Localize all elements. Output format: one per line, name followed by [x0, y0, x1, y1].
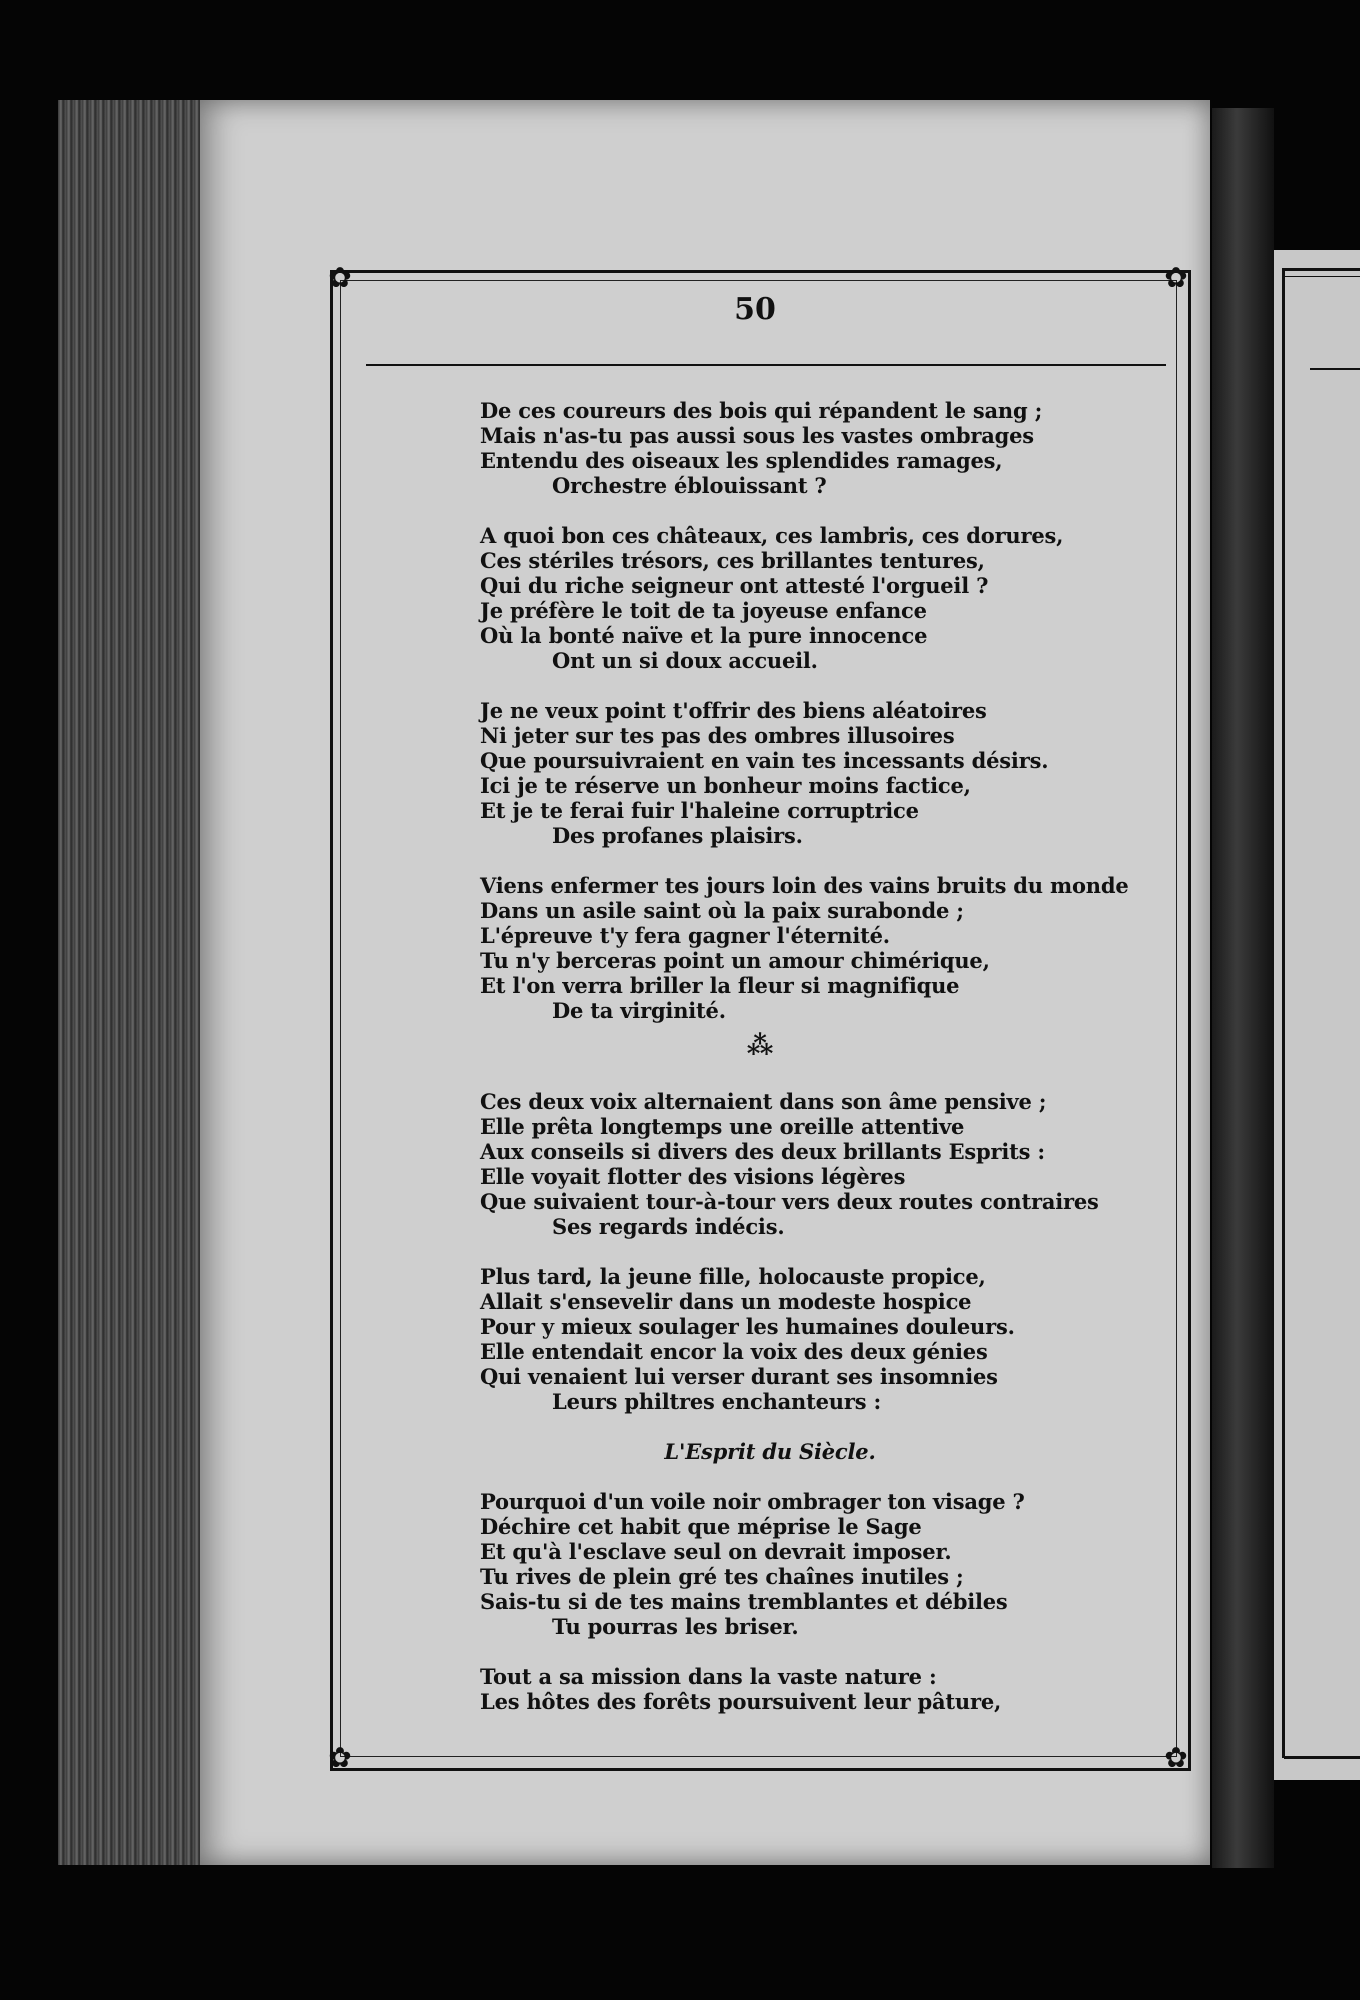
verse-line: Ces deux voix alternaient dans son âme pensive ;	[480, 1089, 1047, 1114]
corner-ornament-icon: ✿	[328, 1741, 352, 1774]
stanza	[480, 698, 1200, 848]
verse-line: Ni jeter sur tes pas des ombres illusoires	[480, 723, 955, 748]
stanza-gap	[480, 1464, 1200, 1489]
header-rule	[366, 364, 1166, 366]
poem-text	[480, 398, 1200, 1714]
verse-line: Que suivaient tour-à-tour vers deux routes contraires	[480, 1189, 1099, 1214]
section-subheading: L'Esprit du Siècle.	[664, 1439, 876, 1464]
verse-line: Ici je te réserve un bonheur moins factice,	[480, 773, 971, 798]
verse-line: Elle entendait encor la voix des deux génies	[480, 1339, 988, 1364]
stanza	[480, 398, 1200, 498]
verse-line: Déchire cet habit que méprise le Sage	[480, 1514, 922, 1539]
verse-line: Et l'on verra briller la fleur si magnifique	[480, 973, 960, 998]
verse-line: Sais-tu si de tes mains tremblantes et débiles	[480, 1589, 1008, 1614]
verse-line: Que poursuivraient en vain tes incessants désirs.	[480, 748, 1049, 773]
verse-line: Leurs philtres enchanteurs :	[552, 1389, 881, 1414]
verse-line: De ta virginité.	[552, 998, 726, 1023]
verse-line: Tu pourras les briser.	[552, 1614, 799, 1639]
asterism-divider: ⁂	[746, 1031, 774, 1061]
verse-line: Mais n'as-tu pas aussi sous les vastes ombrages	[480, 423, 1034, 448]
stanza	[480, 1489, 1200, 1639]
next-page-frame-left	[1282, 268, 1285, 1758]
verse-line: De ces coureurs des bois qui répandent le sang ;	[480, 398, 1043, 423]
verse-line: Elle voyait flotter des visions légères	[480, 1164, 906, 1189]
verse-line: Et qu'à l'esclave seul on devrait imposer.	[480, 1539, 952, 1564]
verse-line: Orchestre éblouissant ?	[552, 473, 827, 498]
verse-line: Et je te ferai fuir l'haleine corruptrice	[480, 798, 919, 823]
verse-line: Allait s'ensevelir dans un modeste hospice	[480, 1289, 972, 1314]
verse-line: Tout a sa mission dans la vaste nature :	[480, 1664, 937, 1689]
stanza	[480, 1264, 1200, 1414]
book-spine	[1212, 108, 1274, 1868]
next-page-frame-inner	[1284, 276, 1360, 277]
next-page-edge	[1274, 250, 1360, 1780]
verse-line: Plus tard, la jeune fille, holocauste propice,	[480, 1264, 986, 1289]
stanza-gap	[480, 673, 1200, 698]
stanza	[480, 1664, 1200, 1714]
verse-line: Je préfère le toit de ta joyeuse enfance	[480, 598, 927, 623]
verse-line: A quoi bon ces châteaux, ces lambris, ces dorures,	[480, 523, 1064, 548]
verse-line: Ces stériles trésors, ces brillantes tentures,	[480, 548, 985, 573]
verse-line: Tu rives de plein gré tes chaînes inutiles ;	[480, 1564, 964, 1589]
stanza-gap	[480, 498, 1200, 523]
stanza	[480, 873, 1200, 1023]
corner-ornament-icon: ✿	[1164, 1741, 1188, 1774]
verse-line: Elle prêta longtemps une oreille attentive	[480, 1114, 965, 1139]
verse-line: Je ne veux point t'offrir des biens aléatoires	[480, 698, 987, 723]
page-edges	[58, 100, 208, 1865]
next-page-rule	[1310, 368, 1360, 370]
verse-line: Ont un si doux accueil.	[552, 648, 818, 673]
verse-line: Pour y mieux soulager les humaines douleurs.	[480, 1314, 1015, 1339]
page-number: 50	[734, 292, 776, 327]
next-page-frame-bottom	[1284, 1756, 1360, 1759]
corner-ornament-icon: ✿	[1164, 261, 1188, 294]
stanza-gap	[480, 848, 1200, 873]
stanza-gap	[480, 1639, 1200, 1664]
verse-line: L'épreuve t'y fera gagner l'éternité.	[480, 923, 890, 948]
next-page-frame	[1284, 268, 1360, 271]
stanza	[480, 1089, 1200, 1239]
verse-line: Qui venaient lui verser durant ses insomnies	[480, 1364, 998, 1389]
verse-line: Ses regards indécis.	[552, 1214, 785, 1239]
verse-line: Qui du riche seigneur ont attesté l'orgueil ?	[480, 573, 989, 598]
verse-line: Viens enfermer tes jours loin des vains bruits du monde	[480, 873, 1129, 898]
stanza-gap	[480, 1239, 1200, 1264]
corner-ornament-icon: ✿	[328, 261, 352, 294]
verse-line: Pourquoi d'un voile noir ombrager ton visage ?	[480, 1489, 1025, 1514]
verse-line: Les hôtes des forêts poursuivent leur pâture,	[480, 1689, 1002, 1714]
stanza-gap	[480, 1414, 1200, 1439]
stanza	[480, 523, 1200, 673]
verse-line: Où la bonté naïve et la pure innocence	[480, 623, 928, 648]
verse-line: Tu n'y berceras point un amour chimérique,	[480, 948, 990, 973]
verse-line: Aux conseils si divers des deux brillants Esprits :	[480, 1139, 1045, 1164]
verse-line: Des profanes plaisirs.	[552, 823, 803, 848]
verse-line: Dans un asile saint où la paix surabonde ;	[480, 898, 964, 923]
verse-line: Entendu des oiseaux les splendides ramages,	[480, 448, 1003, 473]
